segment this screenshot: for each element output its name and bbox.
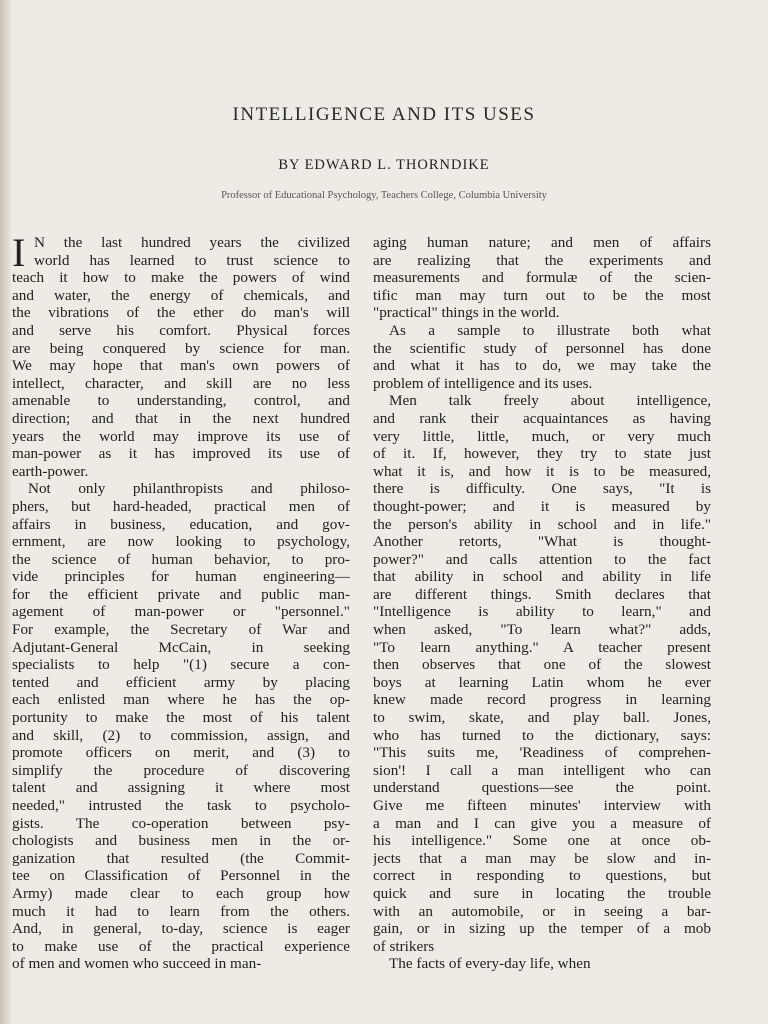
text-line: gain, or in sizing up the temper of a mob bbox=[373, 920, 711, 938]
author-affiliation: Professor of Educational Psychology, Teachers College, Columbia University bbox=[221, 190, 547, 201]
text-line: Not only philanthropists and philoso- bbox=[28, 480, 350, 498]
text-line: the scientific study of personnel has done bbox=[373, 339, 711, 357]
text-line: with an automobile, or in seeing a bar- bbox=[373, 902, 711, 920]
text-line: portunity to make the most of his talent bbox=[12, 709, 350, 727]
text-line: Men talk freely about intelligence, bbox=[389, 392, 711, 410]
text-line: then observes that one of the slowest bbox=[373, 656, 711, 674]
drop-cap: I bbox=[12, 230, 26, 275]
text-line: ernment, are now looking to psychology, bbox=[12, 533, 350, 551]
text-line: phers, but hard-headed, practical men of bbox=[12, 497, 350, 515]
text-line: affairs in business, education, and gov- bbox=[12, 515, 350, 533]
text-line: gists. The co-operation between psy- bbox=[12, 814, 350, 832]
text-line: and water, the energy of chemicals, and bbox=[12, 286, 350, 304]
text-line: the vibrations of the ether do man's will bbox=[12, 304, 350, 322]
text-line: who has turned to the dictionary, says: bbox=[373, 726, 711, 744]
text-line: talent and assigning it where most bbox=[12, 779, 350, 797]
text-line: man-power as it has improved its use of bbox=[12, 445, 350, 463]
page-binding-edge bbox=[0, 0, 12, 1024]
text-line: intellect, character, and skill are no less bbox=[12, 374, 350, 392]
text-line: and skill, (2) to commission, assign, and bbox=[12, 726, 350, 744]
text-line: "This suits me, 'Readiness of comprehen- bbox=[373, 744, 711, 762]
text-line: For example, the Secretary of War and bbox=[12, 621, 350, 639]
right-column bbox=[373, 234, 711, 973]
text-line: that ability in school and ability in life bbox=[373, 568, 711, 586]
text-line: his intelligence." Some one at once ob- bbox=[373, 832, 711, 850]
text-line: "practical" things in the world. bbox=[373, 304, 560, 322]
text-line: world has learned to trust science to bbox=[34, 251, 350, 269]
text-line: specialists to help "(1) secure a con- bbox=[12, 656, 350, 674]
text-line: the science of human behavior, to pro- bbox=[12, 550, 350, 568]
text-line: are realizing that the experiments and bbox=[373, 251, 711, 269]
text-line: knew made record progress in learning bbox=[373, 691, 711, 709]
text-line: much it had to learn from the others. bbox=[12, 902, 350, 920]
text-line: "Intelligence is ability to learn," and bbox=[373, 603, 711, 621]
text-line: a man and I can give you a measure of bbox=[373, 814, 711, 832]
text-line: are being conquered by science for man. bbox=[12, 339, 350, 357]
text-line: ganization that resulted (the Commit- bbox=[12, 849, 350, 867]
text-line: tific man may turn out to be the most bbox=[373, 286, 711, 304]
text-line: earth-power. bbox=[12, 462, 89, 480]
article-title: INTELLIGENCE AND ITS USES bbox=[232, 104, 536, 125]
text-line: tented and efficient army by placing bbox=[12, 673, 350, 691]
text-line: quick and sure in locating the trouble bbox=[373, 884, 711, 902]
text-line: chologists and business men in the or- bbox=[12, 832, 350, 850]
text-line: amenable to understanding, control, and bbox=[12, 392, 350, 410]
text-line: power?" and calls attention to the fact bbox=[373, 550, 711, 568]
text-line: jects that a man may be slow and in- bbox=[373, 849, 711, 867]
text-line: measurements and formulæ of the scien- bbox=[373, 269, 711, 287]
article-byline: BY EDWARD L. THORNDIKE bbox=[278, 157, 490, 173]
text-line: We may hope that man's own powers of bbox=[12, 357, 350, 375]
text-line: Army) made clear to each group how bbox=[12, 884, 350, 902]
text-line: what it is, and how it is to be measured, bbox=[373, 462, 711, 480]
text-line: N the last hundred years the civilized bbox=[34, 234, 350, 251]
text-line: to swim, skate, and play ball. Jones, bbox=[373, 709, 711, 727]
text-line: sion'! I call a man intelligent who can bbox=[373, 761, 711, 779]
text-line: to make use of the practical experience bbox=[12, 937, 350, 955]
left-column bbox=[12, 230, 350, 973]
text-line: teach it how to make the powers of wind bbox=[12, 269, 350, 287]
text-line: Give me fifteen minutes' interview with bbox=[373, 797, 711, 814]
text-line: As a sample to illustrate both what bbox=[389, 321, 711, 339]
text-line: and what it has to do, we may take the bbox=[373, 357, 711, 375]
text-line: The facts of every-day life, when bbox=[389, 955, 591, 973]
text-line: when asked, "To learn what?" adds, bbox=[373, 621, 711, 639]
text-line: years the world may improve its use of bbox=[12, 427, 350, 445]
text-line: direction; and that in the next hundred bbox=[12, 409, 350, 427]
text-line: correct in responding to questions, but bbox=[373, 867, 711, 885]
text-line: thought-power; and it is measured by bbox=[373, 497, 711, 515]
text-line: And, in general, to-day, science is eager bbox=[12, 920, 350, 938]
text-line: and serve his comfort. Physical forces bbox=[12, 321, 350, 339]
text-line: simplify the procedure of discovering bbox=[12, 761, 350, 779]
text-line: the person's ability in school and in life." bbox=[373, 515, 711, 533]
text-line: "To learn anything." A teacher present bbox=[373, 638, 711, 656]
text-line: boys at learning Latin whom he ever bbox=[373, 673, 711, 691]
text-line: promote officers on merit, and (3) to bbox=[12, 744, 350, 762]
text-line: Adjutant-General McCain, in seeking bbox=[12, 638, 350, 656]
text-line: each enlisted man where he has the op- bbox=[12, 691, 350, 709]
text-line: of it. If, however, they try to state just bbox=[373, 445, 711, 463]
text-line: problem of intelligence and its uses. bbox=[373, 374, 593, 392]
text-line: very little, little, much, or very much bbox=[373, 427, 711, 445]
text-line: are different things. Smith declares that bbox=[373, 585, 711, 603]
text-line: vide principles for human engineering— bbox=[12, 568, 350, 586]
text-line: for the efficient private and public man- bbox=[12, 585, 350, 603]
text-line: and rank their acquaintances as having bbox=[373, 409, 711, 427]
text-line: of strikers bbox=[373, 937, 435, 955]
text-line: of men and women who succeed in man- bbox=[12, 955, 262, 973]
text-line: tee on Classification of Personnel in the bbox=[12, 867, 350, 885]
text-line: aging human nature; and men of affairs bbox=[373, 234, 711, 251]
text-line: Another retorts, "What is thought- bbox=[373, 533, 711, 551]
text-line: agement of man-power or "personnel." bbox=[12, 603, 350, 621]
text-line: understand questions—see the point. bbox=[373, 779, 711, 797]
text-line: there is difficulty. One says, "It is bbox=[373, 480, 711, 498]
text-line: needed," intrusted the task to psycholo- bbox=[12, 797, 350, 814]
